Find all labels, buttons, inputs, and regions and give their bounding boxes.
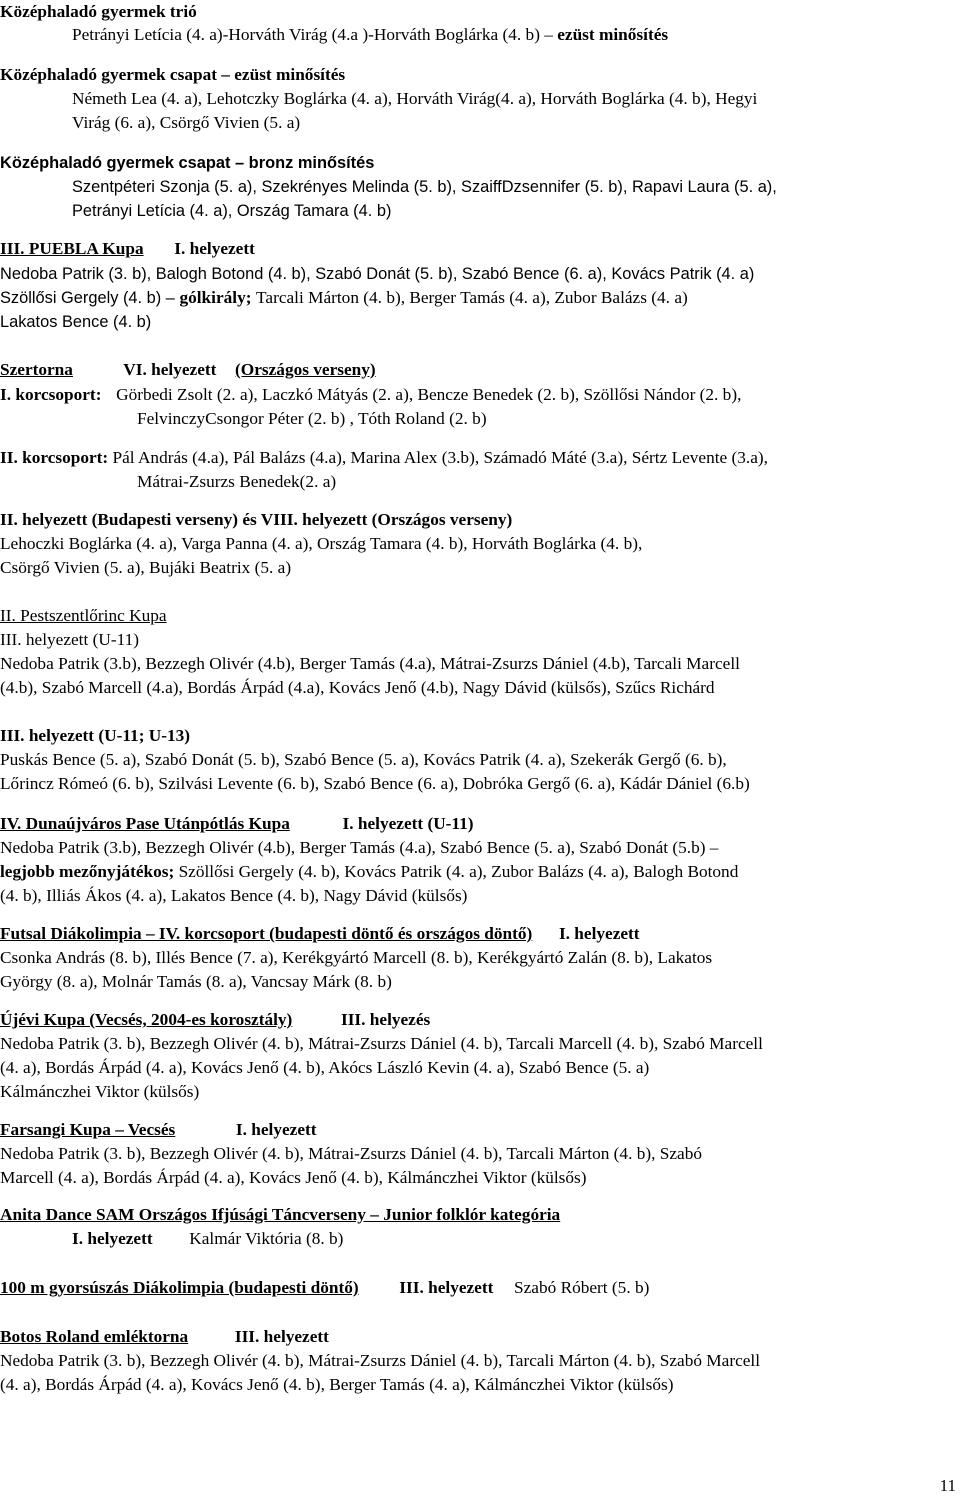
swim-place: III. helyezett (399, 1278, 494, 1297)
dunaujvaros-place: I. helyezett (U-11) (342, 814, 474, 833)
puebla-line-1: Nedoba Patrik (3. b), Balogh Botond (4. b), Szabó Donát (5. b), Szabó Bence (6. a), Kovács Patrik (4. a) (0, 265, 755, 283)
pestszent-p2-line-2: Lőrincz Rómeó (6. b), Szilvási Levente (6. b), Szabó Bence (6. a), Dobróka Gergő (6. a), Kádár Dániel (6.b) (0, 774, 750, 793)
futsal-line-1: Csonka András (8. b), Illés Bence (7. a), Kerékgyártó Marcell (8. b), Kerékgyártó Zalán (8. b), Lakatos (0, 948, 713, 967)
farsangi-place: I. helyezett (235, 1120, 317, 1139)
szertorna-k1-line-2: FelvinczyCsongor Péter (2. b) , Tóth Roland (2. b) (137, 409, 487, 428)
silver-team-line-2: Virág (6. a), Csörgő Vivien (5. a) (72, 113, 301, 132)
budapest-line-2: Csörgő Vivien (5. a), Bujáki Beatrix (5. a) (0, 558, 292, 577)
futsal-line-2: György (8. a), Molnár Tamás (8. a), Vancsay Márk (8. b) (0, 972, 392, 991)
szertorna-k2-line-1 (0, 446, 768, 470)
botos-line-1: Nedoba Patrik (3. b), Bezzegh Olivér (4. b), Mátrai-Zsurzs Dániel (4. b), Tarcali Márton (4. b), Szabó Marcell (0, 1351, 761, 1370)
swim-line (0, 1276, 649, 1300)
ujevi-heading (0, 1008, 430, 1032)
silver-team-line-1: Németh Lea (4. a), Lehotczky Boglárka (4. a), Horváth Virág(4. a), Horváth Boglárka (4. b), Hegyi (72, 89, 758, 108)
budapest-title: II. helyezett (Budapesti verseny) és VIII. helyezett (Országos verseny) (0, 510, 513, 529)
futsal-title: Futsal Diákolimpia – IV. korcsoport (budapesti döntő és országos döntő) (0, 924, 533, 943)
puebla-line-2 (0, 286, 688, 310)
botos-heading (0, 1325, 329, 1349)
ujevi-line-2: (4. a), Bordás Árpád (4. a), Kovács Jenő (4. b), Akócs László Kevin (4. a), Szabó Bence (5. a) (0, 1058, 650, 1077)
pestszent-p1-line-2: (4.b), Szabó Marcell (4.a), Bordás Árpád (4.a), Kovács Jenő (4.b), Nagy Dávid (külsős), Szűcs Richárd (0, 678, 715, 697)
trio-line (72, 23, 668, 47)
puebla-title: III. PUEBLA Kupa (0, 239, 144, 258)
futsal-heading (0, 922, 640, 946)
dunaujvaros-line-2b: Szöllősi Gergely (4. b), Kovács Patrik (4. a), Zubor Balázs (4. a), Balogh Botond (178, 862, 739, 881)
farsangi-heading (0, 1118, 317, 1142)
trio-members: Petrányi Letícia (4. a)-Horváth Virág (4.a )-Horváth Boglárka (4. b) – (72, 25, 553, 44)
puebla-line-2a: Szöllősi Gergely (4. b) – (0, 289, 175, 307)
anita-line (72, 1227, 343, 1251)
puebla-heading (0, 237, 255, 261)
szertorna-title: Szertorna (0, 360, 73, 379)
pestszent-p1-line-1: Nedoba Patrik (3.b), Bezzegh Olivér (4.b), Berger Tamás (4.a), Mátrai-Zsurzs Dániel (4.b), Tarcali Marcell (0, 654, 740, 673)
anita-title: Anita Dance SAM Országos Ifjúsági Táncverseny – Junior folklór kategória (0, 1205, 561, 1224)
botos-title: Botos Roland emléktorna (0, 1327, 189, 1346)
pestszent-title: II. Pestszentlőrinc Kupa (0, 606, 167, 625)
szertorna-k1-label: I. korcsoport: (0, 385, 102, 404)
szertorna-k1-members: Görbedi Zsolt (2. a), Laczkó Mátyás (2. a), Bencze Benedek (2. b), Szöllősi Nándor (2. b), (116, 385, 742, 404)
pestszent-p2-line-1: Puskás Bence (5. a), Szabó Donát (5. b), Szabó Bence (5. a), Kovács Patrik (4. a), Szekerák Gergő (6. b), (0, 750, 727, 769)
ujevi-place: III. helyezés (340, 1010, 431, 1029)
puebla-top-scorer: gólkirály; (179, 288, 252, 307)
szertorna-k2-line-2: Mátrai-Zsurzs Benedek(2. a) (137, 472, 337, 491)
swim-name: Szabó Róbert (5. b) (514, 1278, 650, 1297)
section-title-bronze-team: Középhaladó gyermek csapat – bronz minősítés (0, 154, 375, 172)
farsangi-title: Farsangi Kupa – Vecsés (0, 1120, 176, 1139)
ujevi-line-3: Kálmánczhei Viktor (külsős) (0, 1082, 200, 1101)
dunaujvaros-heading (0, 812, 474, 836)
pestszent-place-1: III. helyezett (U-11) (0, 630, 139, 649)
ujevi-title: Újévi Kupa (Vecsés, 2004-es korosztály) (0, 1010, 293, 1029)
puebla-line-3: Lakatos Bence (4. b) (0, 313, 152, 331)
pestszent-place-2: III. helyezett (U-11; U-13) (0, 726, 191, 745)
page-number: 11 (939, 1476, 956, 1495)
dunaujvaros-line-3: (4. b), Illiás Ákos (4. a), Lakatos Bence (4. b), Nagy Dávid (külsős) (0, 886, 468, 905)
szertorna-competition: (Országos verseny) (235, 360, 376, 379)
szertorna-k2-members: Pál András (4.a), Pál Balázs (4.a), Marina Alex (3.b), Számadó Máté (3.a), Sértz Levente (3.a), (112, 448, 768, 467)
szertorna-k2-label: II. korcsoport: (0, 448, 109, 467)
szertorna-k1-line-1 (0, 383, 741, 407)
section-title-silver-team: Középhaladó gyermek csapat – ezüst minősítés (0, 65, 346, 84)
budapest-line-1: Lehoczki Boglárka (4. a), Varga Panna (4. a), Ország Tamara (4. b), Horváth Boglárka (4. b), (0, 534, 643, 553)
dunaujvaros-best-player: legjobb mezőnyjátékos; (0, 862, 175, 881)
anita-place: I. helyezett (72, 1229, 153, 1248)
anita-name: Kalmár Viktória (8. b) (189, 1229, 344, 1248)
section-title-trio: Középhaladó gyermek trió (0, 2, 197, 21)
puebla-line-2c: Tarcali Márton (4. b), Berger Tamás (4. a), Zubor Balázs (4. a) (256, 288, 688, 307)
ujevi-line-1: Nedoba Patrik (3. b), Bezzegh Olivér (4. b), Mátrai-Zsurzs Dániel (4. b), Tarcali Marcell (4. b), Szabó Marcell (0, 1034, 763, 1053)
szertorna-place: VI. helyezett (123, 360, 217, 379)
dunaujvaros-line-1: Nedoba Patrik (3.b), Bezzegh Olivér (4.b), Berger Tamás (4.a), Szabó Bence (5. a), Szabó Donát (5.b) – (0, 838, 719, 857)
farsangi-line-2: Marcell (4. a), Bordás Árpád (4. a), Kovács Jenő (4. b), Kálmánczhei Viktor (külsős) (0, 1168, 587, 1187)
bronze-team-line-1: Szentpéteri Szonja (5. a), Szekrényes Melinda (5. b), SzaiffDzsennifer (5. b), Rapavi Laura (5. a), (72, 178, 777, 196)
swim-title: 100 m gyorsúszás Diákolimpia (budapesti döntő) (0, 1278, 359, 1297)
farsangi-line-1: Nedoba Patrik (3. b), Bezzegh Olivér (4. b), Mátrai-Zsurzs Dániel (4. b), Tarcali Márton (4. b), Szabó (0, 1144, 702, 1163)
dunaujvaros-line-2 (0, 860, 738, 884)
botos-place: III. helyezett (234, 1327, 329, 1346)
trio-award: ezüst minősítés (557, 25, 669, 44)
botos-line-2: (4. a), Bordás Árpád (4. a), Kovács Jenő (4. b), Berger Tamás (4. a), Kálmánczhei Viktor (külsős) (0, 1375, 674, 1394)
puebla-place: I. helyezett (174, 239, 255, 258)
bronze-team-line-2: Petrányi Letícia (4. a), Ország Tamara (4. b) (72, 202, 392, 220)
dunaujvaros-title: IV. Dunaújváros Pase Utánpótlás Kupa (0, 814, 290, 833)
futsal-place: I. helyezett (558, 924, 640, 943)
szertorna-heading (0, 358, 376, 382)
